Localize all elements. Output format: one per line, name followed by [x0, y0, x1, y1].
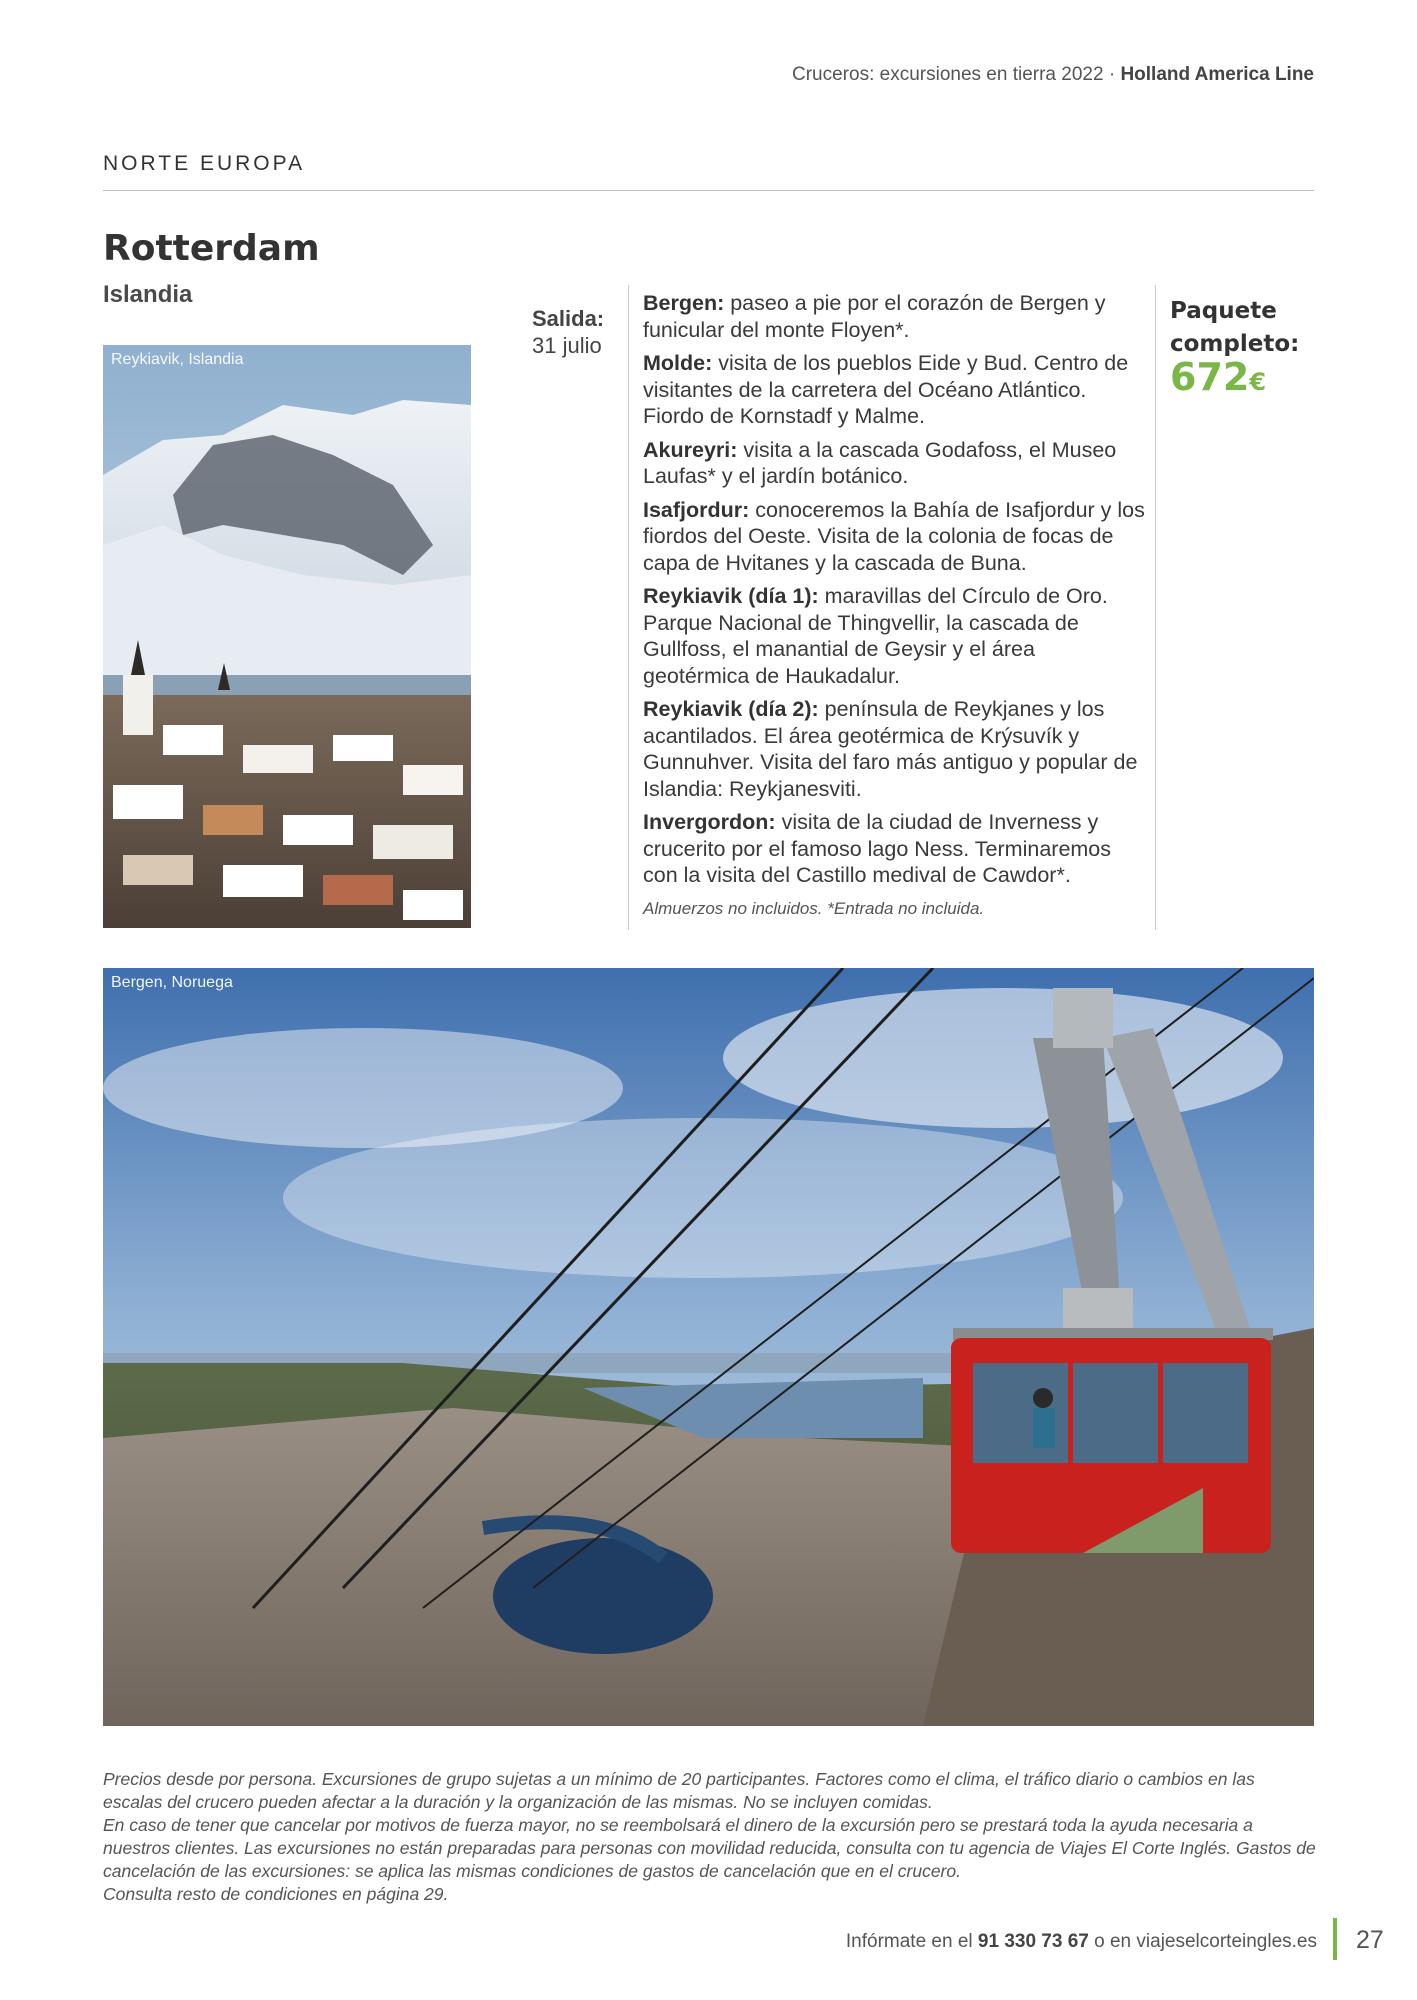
- disclaimer-text: [103, 1768, 1318, 1906]
- port-name: Molde:: [643, 351, 713, 375]
- section-divider: [103, 190, 1314, 191]
- footer-phone[interactable]: 91 330 73 67: [977, 1931, 1089, 1952]
- departure-label: Salida:: [532, 306, 605, 331]
- footer-accent-bar: [1333, 1918, 1337, 1960]
- port-description: visita de los pueblos Eide y Bud. Centro de visitantes de la carretera del Océano Atlántico. Fiordo de Kornstadf y Malme.: [643, 351, 1129, 428]
- page-subtitle: Islandia: [103, 281, 193, 308]
- package-price: [1170, 355, 1266, 399]
- footer-website-link[interactable]: viajeselcorteingles.es: [1136, 1931, 1317, 1952]
- price-amount: 672: [1170, 355, 1250, 399]
- port-name: Bergen:: [643, 291, 725, 315]
- photo-caption: Reykiavik, Islandia: [111, 351, 244, 368]
- disclaimer-paragraph: En caso de tener que cancelar por motivos de fuerza mayor, no se reembolsará el dinero de la excursión pero se prestará toda la ayuda necesaria a nuestros clientes. Las excursiones no están preparadas para personas con movilidad reducida, consulta con tu agencia de Viajes El Corte Inglés. Gastos de cancelación de las excursiones: se aplica las mismas condiciones de gastos de cancelación que en el crucero.: [103, 1815, 1316, 1881]
- itinerary-list: [643, 290, 1145, 922]
- port-name: Reykiavik (día 2):: [643, 697, 819, 721]
- package-label-line2: completo:: [1170, 331, 1300, 357]
- port-description: visita a la cascada Godafoss, el Museo Laufas* y el jardín botánico.: [643, 437, 1117, 488]
- port-description: visita de la ciudad de Inverness y crucerito por el famoso lago Ness. Terminaremos con la visita del Castillo medival de Cawdor*.: [643, 810, 1112, 887]
- brand-name: Holland America Line: [1120, 64, 1314, 85]
- section-label: NORTE EUROPA: [103, 152, 306, 175]
- itinerary-item: [643, 583, 1145, 689]
- package-label-line1: Paquete: [1170, 298, 1277, 324]
- disclaimer-paragraph: Precios desde por persona. Excursiones de grupo sujetas a un mínimo de 20 participantes. Factores como el clima, el tráfico diario o cambios en las escalas del crucero pueden afectar a la duración y la organización de las mismas. No se incluyen comidas.: [103, 1769, 1255, 1812]
- itinerary-item: [643, 696, 1145, 802]
- port-description: península de Reykjanes y los acantilados. El área geotérmica de Krýsuvík y Gunnuhver. Visita del faro más antiguo y popular de Islandia: Reykjanesviti.: [643, 697, 1138, 801]
- header-separator: ·: [1103, 64, 1121, 85]
- running-header: [792, 64, 1314, 86]
- itinerary-item: [643, 809, 1145, 889]
- port-description: maravillas del Círculo de Oro. Parque Nacional de Thingvellir, la cascada de Gullfoss, el manantial de Geysir y el área geotérmica de Haukadalur.: [643, 584, 1108, 688]
- disclaimer-paragraph: Consulta resto de condiciones en página 29.: [103, 1884, 449, 1904]
- bergen-illustration: [103, 968, 1314, 1726]
- page-number: 27: [1356, 1926, 1384, 1954]
- page-title: Rotterdam: [103, 228, 320, 269]
- reykjavik-illustration: [103, 345, 471, 928]
- port-description: paseo a pie por el corazón de Bergen y funicular del monte Floyen*.: [643, 291, 1106, 342]
- itinerary-item: [643, 437, 1145, 490]
- port-name: Reykiavik (día 1):: [643, 584, 819, 608]
- reykjavik-photo: [103, 345, 471, 928]
- column-divider: [1155, 285, 1156, 930]
- publication-title: Cruceros: excursiones en tierra 2022: [792, 64, 1104, 85]
- footer-middle: o en: [1088, 1931, 1137, 1952]
- photo-caption: Bergen, Noruega: [111, 974, 233, 991]
- port-name: Akureyri:: [643, 437, 738, 462]
- itinerary-item: [643, 290, 1145, 343]
- itinerary-item: [643, 350, 1145, 430]
- bergen-photo: [103, 968, 1314, 1726]
- port-name: Isafjordur:: [643, 497, 750, 522]
- itinerary-item: [643, 497, 1145, 577]
- column-divider: [628, 285, 629, 930]
- footer-prefix: Infórmate en el: [845, 1931, 978, 1952]
- departure-date: 31 julio: [532, 333, 602, 358]
- port-description: conoceremos la Bahía de Isafjordur y los fiordos del Oeste. Visita de la colonia de focas de capa de Hvitanes y la cascada de Buna.: [643, 497, 1145, 575]
- footer-contact: [846, 1931, 1317, 1953]
- itinerary-note: Almuerzos no incluidos. *Entrada no incluida.: [643, 898, 985, 918]
- port-name: Invergordon:: [643, 810, 776, 834]
- package-label: [1170, 295, 1299, 361]
- price-currency: €: [1249, 368, 1267, 396]
